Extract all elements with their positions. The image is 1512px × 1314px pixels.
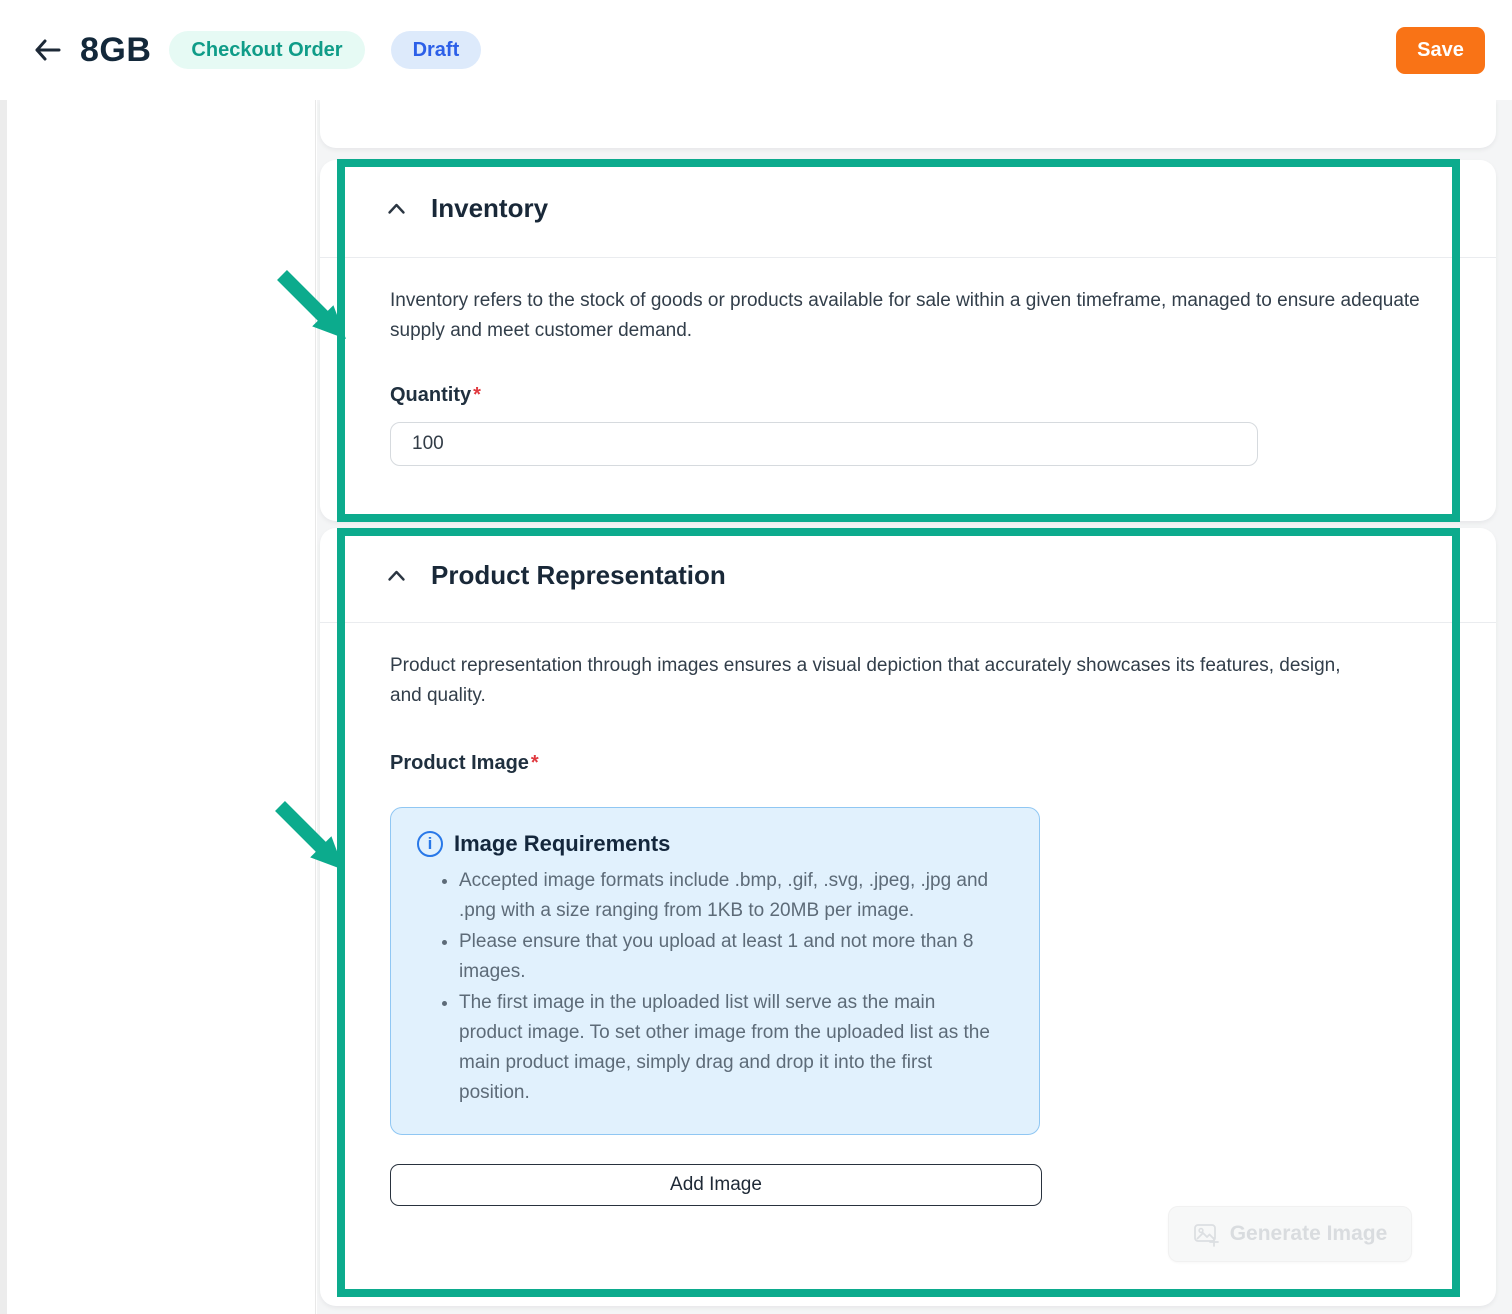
product-image-label <box>390 752 1426 775</box>
draft-status-badge: Draft <box>391 31 482 69</box>
product-representation-header <box>320 528 1496 623</box>
quantity-label <box>390 384 1426 407</box>
image-requirement-item: • Please ensure that you upload at least 1 and not more than 8 images. <box>459 927 1015 987</box>
info-circle-icon: i <box>417 831 443 857</box>
inventory-section-body <box>320 286 1496 466</box>
required-marker: * <box>473 384 481 406</box>
arrow-left-icon <box>32 35 62 65</box>
left-sidebar <box>7 100 316 1314</box>
product-image-label-text: Product Image <box>390 752 529 774</box>
product-representation-body <box>320 651 1496 1206</box>
product-representation-section-card <box>320 528 1496 1306</box>
image-requirements-list <box>417 866 1015 1108</box>
left-edge-strip <box>0 100 7 1314</box>
chevron-up-icon <box>387 569 406 582</box>
inventory-section-card <box>320 160 1496 521</box>
page-title: 8GB <box>80 30 152 69</box>
inventory-section-header <box>320 160 1496 258</box>
generate-image-label: Generate Image <box>1229 1222 1388 1245</box>
generate-image-button[interactable] <box>1168 1206 1412 1262</box>
product-representation-collapse-button[interactable] <box>383 562 409 588</box>
image-requirements-info-box <box>390 807 1040 1135</box>
product-representation-description: Product representation through images ensures a visual depiction that accurately showcases its features, design, and quality. <box>390 655 1341 706</box>
checkout-order-badge: Checkout Order <box>169 31 364 69</box>
quantity-label-text: Quantity <box>390 384 472 406</box>
image-requirements-heading-row <box>417 831 1015 857</box>
save-button[interactable]: Save <box>1396 27 1485 74</box>
image-requirement-item: • Accepted image formats include .bmp, .gif, .svg, .jpeg, .jpg and .png with a size ranging from 1KB to 20MB per image. <box>459 866 1015 926</box>
inventory-collapse-button[interactable] <box>383 196 409 222</box>
required-marker: * <box>530 752 539 774</box>
image-requirements-title: Image Requirements <box>454 831 671 856</box>
product-representation-title: Product Representation <box>431 559 726 590</box>
add-image-button[interactable]: Add Image <box>390 1164 1042 1206</box>
image-requirement-item: • The first image in the uploaded list will serve as the main product image. To set other image from the uploaded list as the main product image, simply drag and drop it into the first position. <box>459 988 1015 1108</box>
quantity-input[interactable] <box>390 422 1258 466</box>
previous-section-card-fragment <box>320 100 1496 148</box>
chevron-up-icon <box>387 202 406 215</box>
page-header <box>0 0 1512 100</box>
inventory-section-title: Inventory <box>431 193 549 223</box>
back-button[interactable] <box>30 33 64 67</box>
image-plus-icon <box>1193 1221 1220 1248</box>
inventory-description: Inventory refers to the stock of goods or products available for sale within a given timeframe, managed to ensure adequate supply and meet customer demand. <box>390 290 1420 341</box>
